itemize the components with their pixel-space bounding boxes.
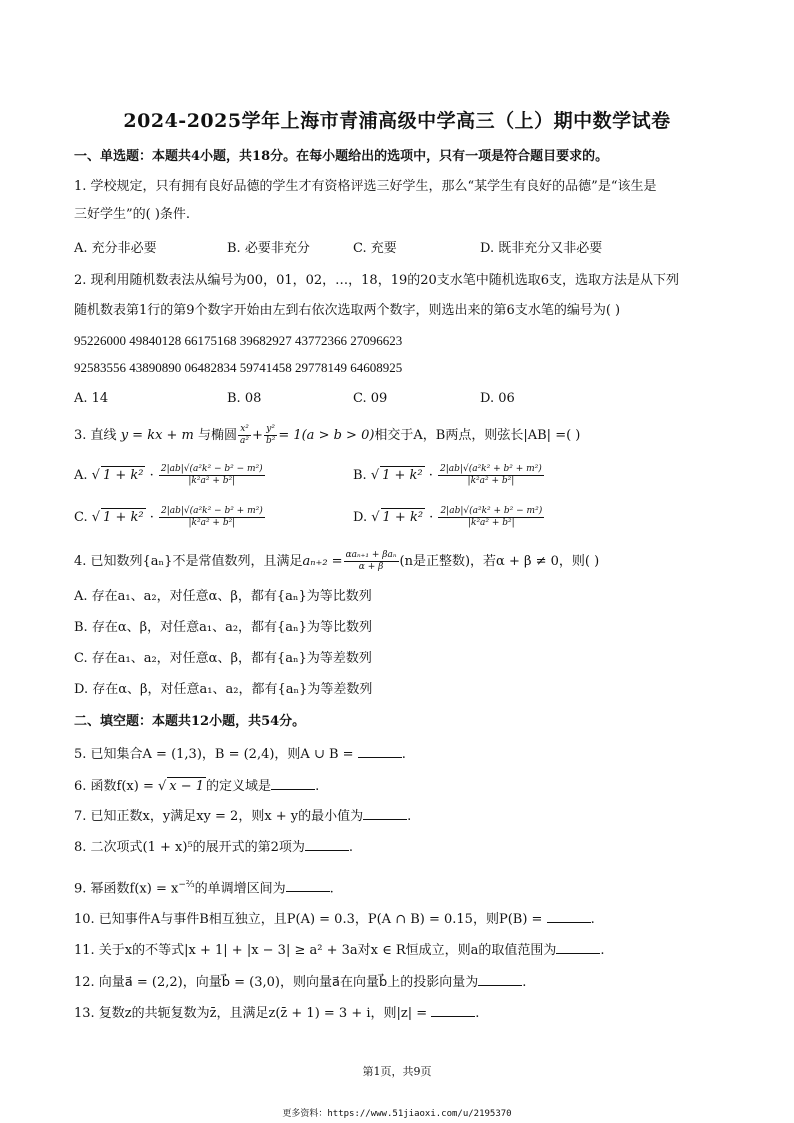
- question-1-option-d: D. 既非充分又非必要: [480, 241, 603, 256]
- q3-prefix: 3. 直线: [74, 428, 117, 443]
- question-1-line-2: 三好学生”的( )条件.: [74, 207, 191, 222]
- question-2-option-d: D. 06: [480, 391, 515, 406]
- question-11: 11. 关于x的不等式|x + 1| + |x − 3| ≥ a² + 3a对x ∈ R恒成立，则a的取值范围为 .: [74, 943, 605, 958]
- question-1-option-a: A. 充分非必要: [74, 241, 157, 256]
- question-2-line-1: 2. 现利用随机数表法从编号为00，01，02，…，18，19的20支水笔中随机选取6支，选取方法是从下列: [74, 273, 680, 288]
- ellipse-rest: = 1(a > b > 0): [278, 428, 375, 443]
- random-number-row-2: 92583556 43890890 06482834 59741458 29778149 64608925: [74, 360, 403, 375]
- question-12: 12. 向量a⃗ = (2,2)，向量b⃗ = (3,0)，则向量a⃗在向量b⃗上的投影向量为 .: [74, 975, 527, 990]
- more-resources-link[interactable]: 更多资料：https://www.51jiaoxi.com/u/2195370: [282, 1109, 512, 1119]
- answer-blank: [478, 985, 522, 986]
- answer-blank: [431, 1016, 475, 1017]
- answer-blank: [556, 953, 600, 954]
- question-4-option-a: A. 存在a₁、a₂，对任意α、β，都有{aₙ}为等比数列: [74, 589, 372, 604]
- question-3-stem: 3. 直线 y = kx + m 与椭圆 $\frac{\text{x²}}{\text{a²}}$ + $\frac{\text{y²}}{\text{b²}}$ = 1(a > b > 0)相交于A，B两点，则弦长|AB| =( ): [74, 424, 581, 446]
- question-3-option-b: B. √ 1 + k² · $\frac{\text{2|ab|√(a²k² + b² + m²)}}{\text{|k²a² + b²|}}$: [353, 464, 542, 486]
- question-6: 6. 函数f(x) = √ x − 1 的定义域是 .: [74, 779, 320, 794]
- q3-mid: 与椭圆: [198, 428, 238, 443]
- ellipse-x-fraction: $\frac{\text{x²}}{\text{a²}}$: [240, 424, 250, 446]
- recurrence-fraction: $\frac{\text{αaₙ₊₁ + βaₙ}}{\alpha + \beta}$: [345, 550, 397, 572]
- question-5: 5. 已知集合A = (1,3)，B = (2,4)，则A ∪ B = .: [74, 747, 406, 762]
- q3-line-equation: y = kx + m: [120, 428, 194, 443]
- q3-suffix: 相交于A，B两点，则弦长|AB| =( ): [374, 428, 581, 443]
- answer-blank: [547, 922, 591, 923]
- page-title: 2024-2025学年上海市青浦高级中学高三（上）期中数学试卷: [123, 110, 671, 132]
- question-10: 10. 已知事件A与事件B相互独立，且P(A) = 0.3，P(A ∩ B) = 0.15，则P(B) = .: [74, 912, 595, 927]
- question-4-option-b: B. 存在α、β，对任意a₁、a₂，都有{aₙ}为等比数列: [74, 620, 372, 635]
- section-heading-single-choice: 一、单选题：本题共4小题，共18分。在每小题给出的选项中，只有一项是符合题目要求的。: [74, 149, 609, 164]
- answer-blank: [286, 891, 330, 892]
- answer-blank: [305, 850, 349, 851]
- question-9: 9. 幂函数$f(x) = x^{-\frac{2}{3}}$的单调增区间为 .: [74, 880, 334, 897]
- page-footer: 第1页，共9页: [362, 1065, 432, 1078]
- section-heading-fill-in: 二、填空题：本题共12小题，共54分。: [74, 714, 306, 729]
- question-3-option-c: C. √ 1 + k² · $\frac{\text{2|ab|√(a²k² − b² + m²)}}{\text{|k²a² + b²|}}$: [74, 506, 263, 528]
- answer-blank: [363, 819, 407, 820]
- answer-blank: [358, 757, 402, 758]
- question-4-option-d: D. 存在α、β，对任意a₁、a₂，都有{aₙ}为等差数列: [74, 682, 373, 697]
- question-1-option-c: C. 充要: [353, 241, 397, 256]
- ellipse-y-fraction: $\frac{\text{y²}}{\text{b²}}$: [265, 424, 276, 446]
- question-3-option-a: A. √ 1 + k² · $\frac{\text{2|ab|√(a²k² − b² − m²)}}{\text{|k²a² + b²|}}$: [74, 464, 263, 486]
- question-3-option-d: D. √ 1 + k² · $\frac{\text{2|ab|√(a²k² + b² − m²)}}{\text{|k²a² + b²|}}$: [353, 506, 543, 528]
- question-2-option-a: A. 14: [74, 391, 109, 406]
- answer-blank: [271, 789, 315, 790]
- random-number-row-1: 95226000 49840128 66175168 39682927 43772366 27096623: [74, 333, 403, 348]
- question-1-option-b: B. 必要非充分: [227, 241, 310, 256]
- question-13: 13. 复数z的共轭复数为z̄，且满足z(z̄ + 1) = 3 + i，则|z| = .: [74, 1006, 480, 1021]
- question-4-stem: 4. 已知数列{aₙ}不是常值数列，且满足aₙ₊₂ = $\frac{\text{αaₙ₊₁ + βaₙ}}{\alpha + \beta}$ (n是正整数)，若α + β ≠ 0，则( ): [74, 550, 600, 572]
- question-2-option-b: B. 08: [227, 391, 262, 406]
- question-4-option-c: C. 存在a₁、a₂，对任意α、β，都有{aₙ}为等差数列: [74, 651, 372, 666]
- question-2-line-2: 随机数表第1行的第9个数字开始由左到右依次选取两个数字，则选出来的第6支水笔的编号为( ): [74, 303, 621, 318]
- question-7: 7. 已知正数x，y满足xy = 2，则x + y的最小值为 .: [74, 809, 412, 824]
- question-8: 8. 二次项式(1 + x)⁵的展开式的第2项为 .: [74, 840, 354, 855]
- question-1-line-1: 1. 学校规定，只有拥有良好品德的学生才有资格评选三好学生，那么“某学生有良好的品德”是“该生是: [74, 179, 657, 194]
- question-2-option-c: C. 09: [353, 391, 388, 406]
